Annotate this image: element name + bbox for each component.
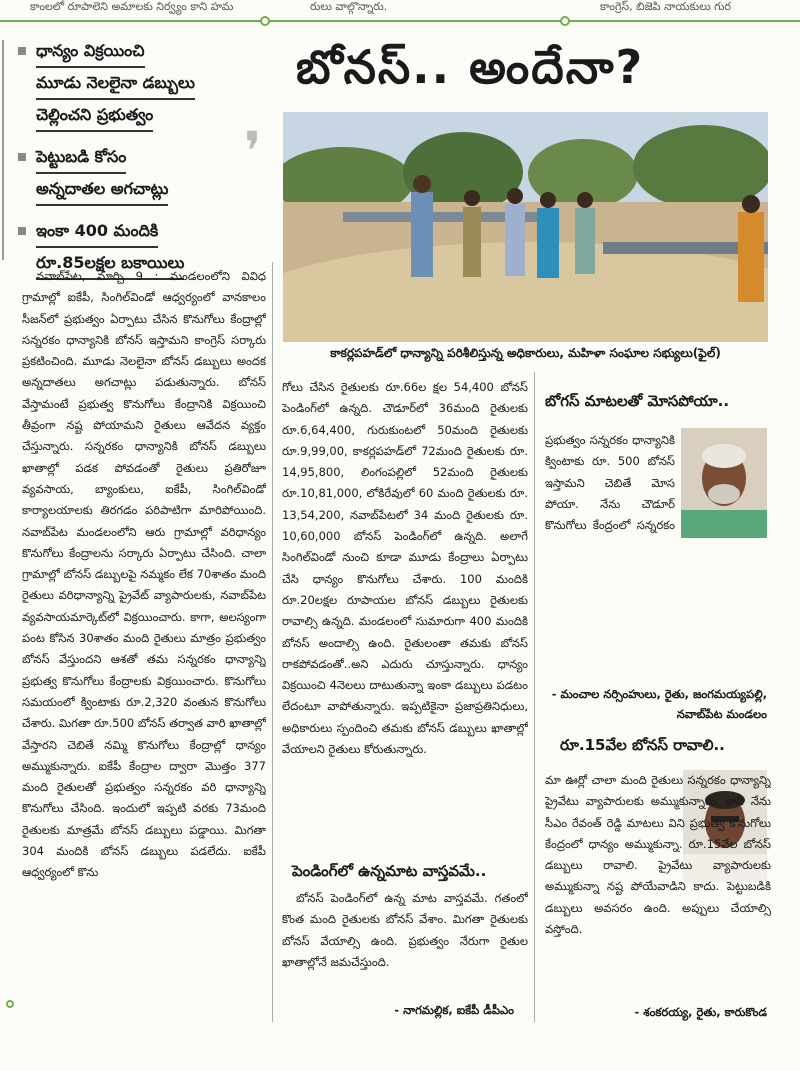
- rule-dot: [260, 16, 270, 26]
- sidebar-body-1: [545, 430, 771, 680]
- article-column-1: [22, 266, 266, 1021]
- article-column-2: [282, 377, 528, 837]
- sidebar-body-2: [545, 770, 771, 1000]
- field-photo: [283, 112, 768, 342]
- strip-text-right: కాంగ్రెస్, బిజెపి నాయకులు గుర: [600, 0, 731, 13]
- photo-caption: కాకర్లపహడ్‌లో ధాన్యాన్ని పరిశీలిస్తున్న అధికారులు, మహిళా సంఘాల సభ్యులు(ఫైల్): [330, 346, 721, 360]
- square-bullet-icon: [18, 227, 26, 235]
- subhead-pending: పెండింగ్‌లో ఉన్నమాట వాస్తవమే..: [292, 862, 487, 880]
- attribution: - శంకరయ్య, రైతు, కారుకొండ: [634, 1005, 767, 1019]
- square-bullet-icon: [18, 153, 26, 161]
- article-paragraph: గోలు చేసిన రైతులకు రూ.66ల క్షల 54,400 బోనస్ పెండింగ్‌లో ఉన్నది. చౌడూర్‌లో 36మంది రైతులకు రూ.6,64,400, గురుకుంటలో 50మంది రైతులకు రూ.9,99,00, కాకర్లపహడ్‌లో 72మంది రైతులకు రూ. 14,95,800, లింగంపల్లిలో 52మంది రైతులకు రూ.10,81,000, లోకిరేవులో 60 మంది రైతులకు రూ. 13,54,200, నవాబ్‌పేటలో 34 మంది రైతులకు రూ. 10,60,000 బోనస్ పెండింగ్‌లో ఉన్నది. అలాగే సింగిల్‌విండో నుంచి కూడా మూడు కేంద్రాలు ఏర్పాటు చేసి ధాన్యం కొనుగోలు చేశారు. 100 మందికి రూ.20లక్షల రూపాయల బోనస్ డబ్బులు రైతులకు రావాల్సి ఉన్నది. మండలంలో సుమారుగా 400 మందికి బోనస్ అందాల్సి ఉంది. రైతులంతా తమకు బోనస్ రాకపోవడంతో..అని ఎదురు చూస్తున్నారు. ధాన్యం విక్రయించి 4నెలలు దాటుతున్నా ఇంకా డబ్బులు పడటం లేదంటూ వాపోతున్నారు. ఇప్పటికైనా ప్రజాప్రతినిధులు, అధికారులు స్పందించి తమకు బోనస్ డబ్బులు ఖాతాల్లో వేయాలని రైతులు కోరుతున్నారు.: [282, 380, 528, 757]
- bullet-bracket: [2, 40, 12, 260]
- bullet-item: [18, 142, 258, 206]
- article-paragraph: మా ఊర్లో చాలా మంది రైతులు సన్నరకం ధాన్యాన్ని ప్రైవేటు వ్యాపారులకు అమ్ముకున్నారు. కానీ నేను సీఎం రేవంత్ రెడ్డి మాటలు విని ప్రభుత్వ కొనుగోలు కేంద్రంలో ధాన్యం అమ్ముకున్నా. రూ.15వేల బోనస్ డబ్బులు రావాలి. ప్రైవేటు వ్యాపారులకు అమ్ముకున్నా నష్ట పోయేవాడిని కాదు. పెట్టుబడికి డబ్బులు అవసరం ఉంది. అప్పులు చేయాల్సి వస్తోంది.: [545, 773, 771, 937]
- subhead-body: [282, 888, 528, 996]
- column-divider: [272, 262, 273, 1022]
- square-bullet-icon: [18, 47, 26, 55]
- bullet-line: ఇంకా 400 మందికి: [36, 216, 158, 248]
- bullet-line: పెట్టుబడి కోసం: [36, 142, 126, 174]
- bullet-line: అన్నదాతల అగచాట్లు: [36, 174, 168, 206]
- article-paragraph: నవాబ్‌పేట, మార్చి 9 : మండలంలోని వివిధ గ్రామాల్లో ఐకేపీ, సింగిల్‌విండో ఆధ్వర్యంలో వానకాలం సీజన్‌లో ప్రభుత్వం ఏర్పాటు చేసిన కొనుగోలు కేంద్రాల్లో సన్నరకం ధాన్యానికి బోనస్ ఇస్తామని కాంగ్రెస్ సర్కారు ప్రకటించింది. మూడు నెలలైనా బోనస్ డబ్బులు అందక అన్నదాతలు అగచాట్లు పడుతున్నారు. బోనస్ వేస్తామంటే ప్రభుత్వ కొనుగోలు కేంద్రానికి విక్రయించి తీవ్రంగా నష్ట పోయామని రైతులు ఆవేదన వ్యక్తం చేస్తున్నారు. సన్నరకం ధాన్యానికి బోనస్ డబ్బులు ఖాతాల్లో పడక పోవడంతో రైతులు ప్రతిరోజూ వ్యవసాయ, బ్యాంకులు, ఐకేపీ, సింగిల్‌విండో కార్యాలయాలకు తిరగడం పరిపాటిగా మారిపోయింది. నవాబ్‌పేట మండలంలోని ఆరు గ్రామాల్లో వరిధాన్యం కొనుగోలు కేంద్రాలను సర్కారు ఏర్పాటు చేసింది. చాలా గ్రామాల్లో బోనస్ డబ్బులపై నమ్మకం లేక 70శాతం మంది రైతులు వరిధాన్యాన్ని ప్రైవేట్ వ్యాపారులకు, నవాబ్‌పేట వ్యవసాయమార్కెట్‌లో విక్రయించారు. కాగా, అలస్యంగా పంట కోసిన 30శాతం మంది రైతులు మాత్రం ప్రభుత్వం బోనస్ వేస్తుందని ఆశతో తమ సన్నరకం ధాన్యాన్ని ప్రభుత్వ కొనుగోలు కేంద్రాలకు విక్రయించారు. కొనుగోలు సమయంలో క్వింటాకు రూ.2,320 వంతున కొనుగోలు చేశారు. మిగతా రూ.500 బోనస్ తర్వాత వారి ఖాతాల్లో వేస్తారని చెబితే నమ్మి కొనుగోలు కేంద్రాల్లో ధాన్యం అమ్ముకున్నారు. ఐకేపీ కేంద్రాల ద్వారా మొత్తం 377 మంది రైతులతో ప్రభుత్వం సన్నరకం వరి ధాన్యాన్ని కొనుగోలు చేసింది. ఇందులో ఇప్పటి వరకు 73మంది రైతులకు మాత్రమే బోనస్ డబ్బులు పడ్డాయి. మిగతా 304 మందికి బోనస్ డబ్బులు పడలేదు. ఐకేపీ ఆధ్వర్యంలో కొను: [22, 269, 266, 880]
- bullet-line: రూ.85లక్షల బకాయిలు: [36, 248, 184, 280]
- attribution: - నాగమల్లిక, ఐకేపీ డీపీఎం: [394, 1003, 514, 1017]
- previous-article-strip: [0, 0, 800, 18]
- sidebar-title-2: రూ.15వేల బోనస్ రావాలి..: [560, 736, 725, 754]
- headline: బోనస్.. అందేనా?: [296, 40, 645, 94]
- column-divider: [534, 372, 535, 1022]
- bullet-line: చెల్లించని ప్రభుత్వం: [36, 100, 153, 132]
- bullet-line: మూడు నెలలైనా డబ్బులు: [36, 68, 195, 100]
- strip-text-left: కాంలలో రూపాలెని అమాలకు నిర్వ్యం కాని హమ: [30, 0, 234, 13]
- rule-dot: [6, 1000, 14, 1008]
- quote-mark-icon: ❜: [244, 120, 262, 183]
- article-paragraph: ప్రభుత్వం సన్నరకం ధాన్యానికి క్వింటాకు రూ. 500 బోనస్ ఇస్తామని చెబితే మోస పోయా. నేను చౌడూర్ కొనుగోలు కేంద్రంలో సన్నరకం: [545, 433, 675, 533]
- rule-dot: [560, 16, 570, 26]
- article-paragraph: బోనస్ పెండింగ్‌లో ఉన్న మాట వాస్తవమే. గతంలో కొంత మంది రైతులకు బోనస్ వేశాం. మిగతా రైతులకు బోనస్ వేయాల్సి ఉంది. ప్రభుత్వం నేరుగా రైతుల ఖాతాల్లోనే జమచేస్తుంది.: [282, 891, 528, 969]
- bullet-item: [18, 36, 258, 132]
- sidebar-title-1: బోగస్ మాటలతో మోసపోయా..: [545, 392, 730, 410]
- bullet-line: ధాన్యం విక్రయించి: [36, 36, 145, 68]
- green-rule: [0, 20, 800, 22]
- highlight-bullets: [18, 36, 258, 290]
- strip-text-mid: రులు వాల్గొన్నారు.: [310, 0, 388, 13]
- attribution: - మంచాల నర్సింహులు, రైతు, జంగమయ్యపల్లి, నవాబ్‌పేట మండలం: [551, 687, 767, 721]
